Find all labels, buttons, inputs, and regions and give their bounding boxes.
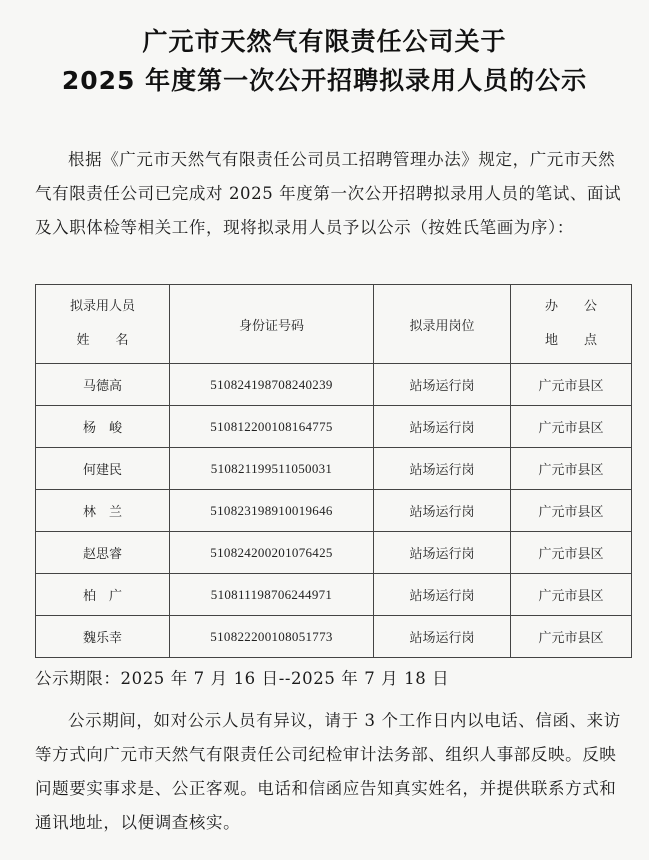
cell-location: 广元市县区	[511, 406, 632, 448]
header-position: 拟录用岗位	[374, 285, 511, 364]
cell-location: 广元市县区	[511, 490, 632, 532]
intro-paragraph: 根据《广元市天然气有限责任公司员工招聘管理办法》规定，广元市天然气有限责任公司已完成对 2025 年度第一次公开招聘拟录用人员的笔试、面试及入职体检等相关工作，现将拟录用人员予以公示（按姓氏笔画为序）：	[35, 150, 622, 237]
cell-id: 510821199511050031	[170, 448, 374, 490]
cell-name: 杨 峻	[36, 406, 170, 448]
candidates-table	[35, 284, 632, 658]
cell-position: 站场运行岗	[374, 406, 511, 448]
table-row	[36, 532, 632, 574]
cell-id: 510824200201076425	[170, 532, 374, 574]
table-row	[36, 616, 632, 658]
header-location-line2: 地 点	[544, 333, 597, 348]
cell-position: 站场运行岗	[374, 364, 511, 406]
header-name-line1: 拟录用人员	[69, 299, 135, 314]
table-row	[36, 406, 632, 448]
cell-position: 站场运行岗	[374, 574, 511, 616]
objection-notice: 公示期间，如对公示人员有异议，请于 3 个工作日内以电话、信函、来访等方式向广元市天然气有限责任公司纪检审计法务部、组织人事部反映。反映问题要实事求是、公正客观。电话和信函应告知真实姓名，并提供联系方式和通讯地址，以便调查核实。	[35, 711, 621, 832]
cell-id: 510822200108051773	[170, 616, 374, 658]
document-title-line2: 2025 年度第一次公开招聘拟录用人员的公示	[61, 66, 588, 95]
cell-position: 站场运行岗	[374, 490, 511, 532]
cell-name: 赵思睿	[36, 532, 170, 574]
cell-name: 何建民	[36, 448, 170, 490]
header-location	[511, 285, 632, 364]
cell-position: 站场运行岗	[374, 448, 511, 490]
cell-id: 510811198706244971	[170, 574, 374, 616]
document-title-line1: 广元市天然气有限责任公司关于	[142, 27, 507, 56]
candidates-table-container	[35, 284, 631, 658]
table-header-row	[36, 285, 632, 364]
table-row	[36, 364, 632, 406]
cell-location: 广元市县区	[511, 532, 632, 574]
header-name	[36, 285, 170, 364]
table-row	[36, 574, 632, 616]
cell-location: 广元市县区	[511, 448, 632, 490]
cell-name: 马德高	[36, 364, 170, 406]
cell-id: 510812200108164775	[170, 406, 374, 448]
cell-name: 魏乐幸	[36, 616, 170, 658]
cell-name: 柏 广	[36, 574, 170, 616]
table-row	[36, 490, 632, 532]
header-location-line1: 办 公	[544, 299, 597, 314]
publicity-period: 公示期限：2025 年 7 月 16 日--2025 年 7 月 18 日	[35, 669, 450, 688]
cell-location: 广元市县区	[511, 574, 632, 616]
cell-id: 510824198708240239	[170, 364, 374, 406]
cell-position: 站场运行岗	[374, 616, 511, 658]
cell-position: 站场运行岗	[374, 532, 511, 574]
cell-id: 510823198910019646	[170, 490, 374, 532]
header-id: 身份证号码	[170, 285, 374, 364]
table-row	[36, 448, 632, 490]
cell-name: 林 兰	[36, 490, 170, 532]
cell-location: 广元市县区	[511, 616, 632, 658]
header-name-line2: 姓 名	[76, 333, 129, 348]
cell-location: 广元市县区	[511, 364, 632, 406]
